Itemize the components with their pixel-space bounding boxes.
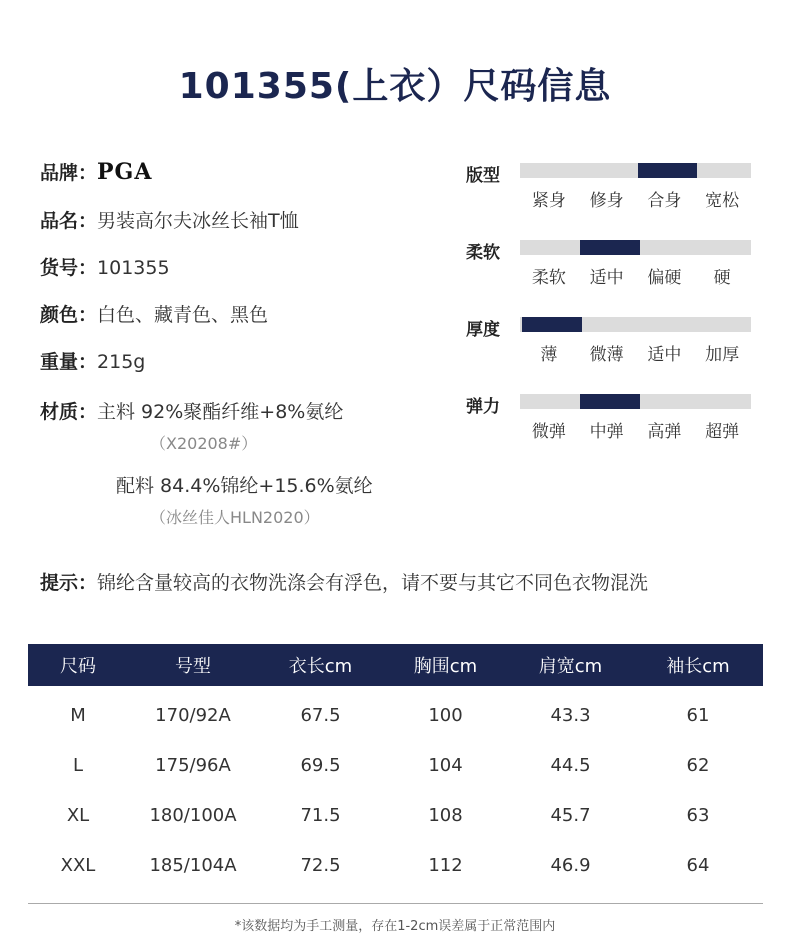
measurement-note: *该数据均为手工测量，存在1-2cm误差属于正常范围内 [234, 919, 556, 934]
brand-label: 品牌： [40, 162, 98, 184]
table-cell: 72.5 [300, 854, 341, 876]
scale-option: 紧身 [531, 191, 566, 211]
name-value: 男装高尔夫冰丝长袖T恤 [97, 210, 299, 232]
table-cell: 44.5 [550, 754, 591, 776]
header-cell: 肩宽cm [538, 656, 603, 677]
scale-option: 硬 [713, 268, 731, 288]
scale-option: 合身 [647, 191, 682, 211]
table-cell: 62 [686, 754, 710, 776]
table-cell: 61 [686, 704, 710, 726]
table-cell: L [72, 754, 84, 776]
color-row [40, 300, 268, 327]
sku-row [40, 253, 170, 280]
weight-label: 重量： [40, 351, 98, 373]
table-row [28, 690, 763, 740]
footer-divider [28, 903, 763, 904]
table-cell: 180/100A [149, 804, 237, 826]
table-cell: 170/92A [155, 704, 231, 726]
scale-option: 薄 [540, 345, 558, 365]
header-cell: 胸围cm [413, 656, 478, 677]
table-cell: 64 [686, 854, 710, 876]
weight-row [40, 347, 145, 374]
tip [40, 568, 648, 595]
table-cell: XL [66, 804, 90, 826]
table-cell: 46.9 [550, 854, 591, 876]
tip-text: 锦纶含量较高的衣物洗涤会有浮色，请不要与其它不同色衣物混洗 [97, 572, 649, 594]
table-cell: 108 [428, 804, 463, 826]
table-cell: 71.5 [300, 804, 341, 826]
scale-option: 加厚 [705, 345, 740, 365]
header-cell: 衣长cm [288, 656, 353, 677]
scale-indicator [580, 240, 640, 255]
material-label: 材质： [40, 401, 98, 423]
table-row [28, 740, 763, 790]
main-fabric-code: （X20208#） [150, 434, 258, 453]
name-label: 品名： [40, 210, 98, 232]
table-header [28, 644, 763, 686]
scale-track [520, 394, 751, 409]
table-cell: 63 [686, 804, 710, 826]
scale-option: 修身 [589, 191, 624, 211]
header-cell: 袖长cm [666, 656, 730, 677]
table-cell: 67.5 [300, 704, 341, 726]
main-fabric: 主料 92%聚酯纤维+8%氨纶 [97, 401, 344, 423]
name-row [40, 206, 299, 233]
header-cell: 尺码 [60, 656, 96, 677]
scale-indicator [522, 317, 582, 332]
scale-track [520, 317, 751, 332]
brand-logo: PGA [97, 159, 153, 185]
scale-track [520, 163, 751, 178]
table-cell: M [70, 704, 86, 726]
scale-option: 偏硬 [647, 268, 682, 288]
table-row [28, 790, 763, 840]
scale-option: 中弹 [589, 422, 624, 442]
scale-option: 柔软 [531, 268, 566, 288]
scale-label: 柔软 [466, 243, 500, 263]
sku-label: 货号： [40, 257, 98, 279]
table-cell: 45.7 [550, 804, 591, 826]
weight-value: 215g [97, 351, 146, 373]
table-cell: 43.3 [550, 704, 591, 726]
scale-indicator [638, 163, 698, 178]
header-cell: 号型 [175, 656, 211, 677]
color-label: 颜色： [40, 304, 98, 326]
table-row [28, 840, 763, 890]
sku-value: 101355 [97, 257, 170, 279]
scale-option: 适中 [589, 268, 624, 288]
scale-label: 厚度 [466, 320, 500, 340]
scale-indicator [580, 394, 640, 409]
scale-label: 版型 [466, 166, 500, 186]
scale-option: 微薄 [589, 345, 624, 365]
table-cell: 100 [428, 704, 463, 726]
table-cell: 175/96A [155, 754, 231, 776]
scale-option: 适中 [647, 345, 682, 365]
table-cell: 104 [428, 754, 463, 776]
scale-label: 弹力 [466, 397, 500, 417]
brand-row [40, 158, 152, 185]
material-row [40, 397, 343, 424]
table-cell: 112 [428, 854, 463, 876]
scale-option: 宽松 [705, 191, 740, 211]
size-table [28, 644, 763, 890]
scale-option: 超弹 [705, 422, 740, 442]
table-cell: 69.5 [300, 754, 341, 776]
lining-fabric: 配料 84.4%锦纶+15.6%氨纶 [116, 475, 373, 497]
page-title: 101355(上衣）尺码信息 [178, 66, 612, 107]
scale-track [520, 240, 751, 255]
scale-option: 高弹 [647, 422, 682, 442]
table-cell: 185/104A [149, 854, 237, 876]
tip-label: 提示： [40, 572, 98, 594]
color-value: 白色、藏青色、黑色 [97, 304, 269, 326]
lining-fabric-code: （冰丝佳人HLN2020） [150, 508, 320, 527]
table-cell: XXL [60, 854, 96, 876]
scale-option: 微弹 [531, 422, 566, 442]
